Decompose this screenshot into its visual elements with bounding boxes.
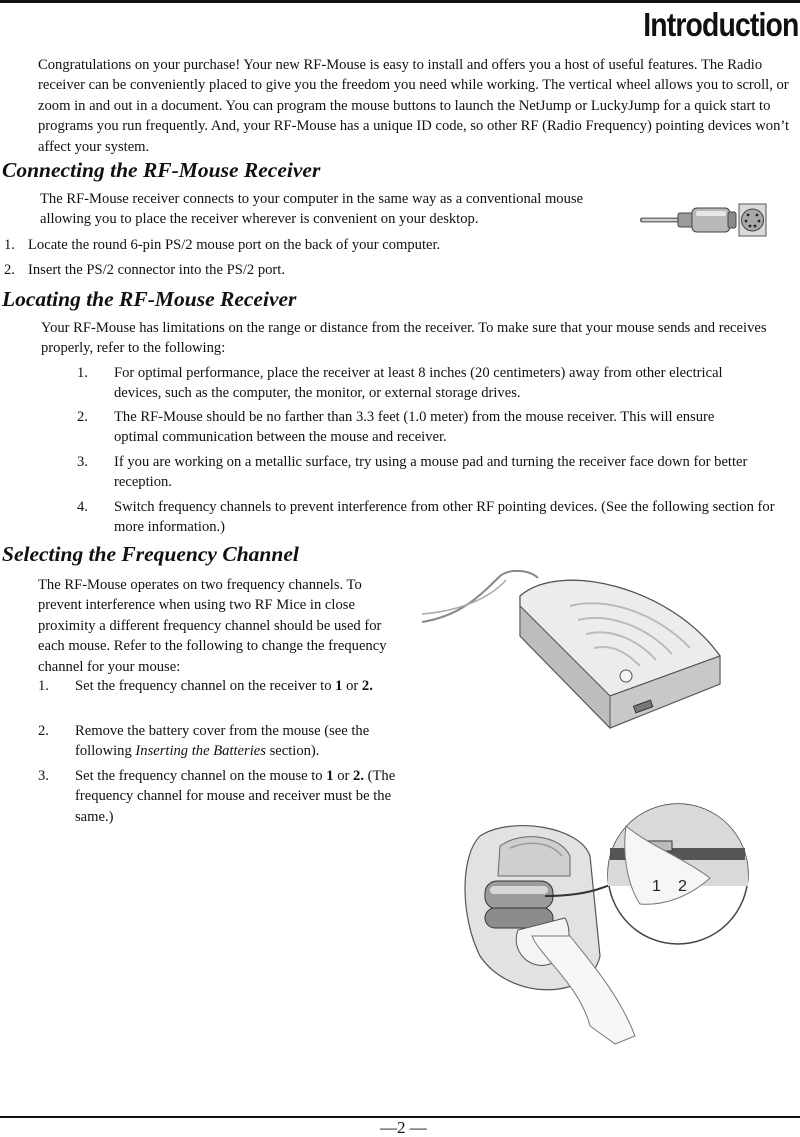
connecting-paragraph: The RF-Mouse receiver connects to your computer in the same way as a conventional mouse allowing you to place the receiver wherever is convenient on your desktop. (40, 191, 584, 228)
page-number: —2 — (380, 1118, 427, 1137)
intro-paragraph: Congratulations on your purchase! Your new RF-Mouse is easy to install and offers you a host of useful features. The Radio receiver can be conveniently placed to give you the freedom you need while working. The vertical wheel allows you to scroll, or zoom in and out in a document. You can program the mouse buttons to launch the NetJump or LuckyJump for a quick start to programs you run frequently. And, your RF-Mouse has a unique ID code, so other RF (Radio Frequency) pointing devices won’t affect your system. (38, 57, 790, 155)
switch-label-1: 1 (652, 878, 661, 895)
section-heading-connecting: Connecting the RF-Mouse Receiver (2, 158, 321, 182)
section-heading-frequency: Selecting the Frequency Channel (2, 542, 299, 566)
frequency-paragraph: The RF-Mouse operates on two frequency channels. To prevent interference when using two RF Mice in close proximity a different frequency channel should be used for each mouse. Refer to the following to change the frequency channel for your mouse: (38, 577, 387, 675)
locating-paragraph: Your RF-Mouse has limitations on the range or distance from the receiver. To make sure that your mouse sends and receives properly, refer to the following: (41, 320, 767, 357)
page-title: Introduction (642, 6, 798, 43)
mouse-battery-illustration (440, 786, 750, 1046)
receiver-illustration (420, 566, 740, 736)
top-rule (0, 0, 800, 3)
batteries-section-reference: Inserting the Batteries (135, 743, 266, 760)
ps2-connector-illustration (640, 200, 770, 240)
section-heading-locating: Locating the RF-Mouse Receiver (2, 287, 297, 311)
switch-label-2: 2 (678, 878, 687, 895)
